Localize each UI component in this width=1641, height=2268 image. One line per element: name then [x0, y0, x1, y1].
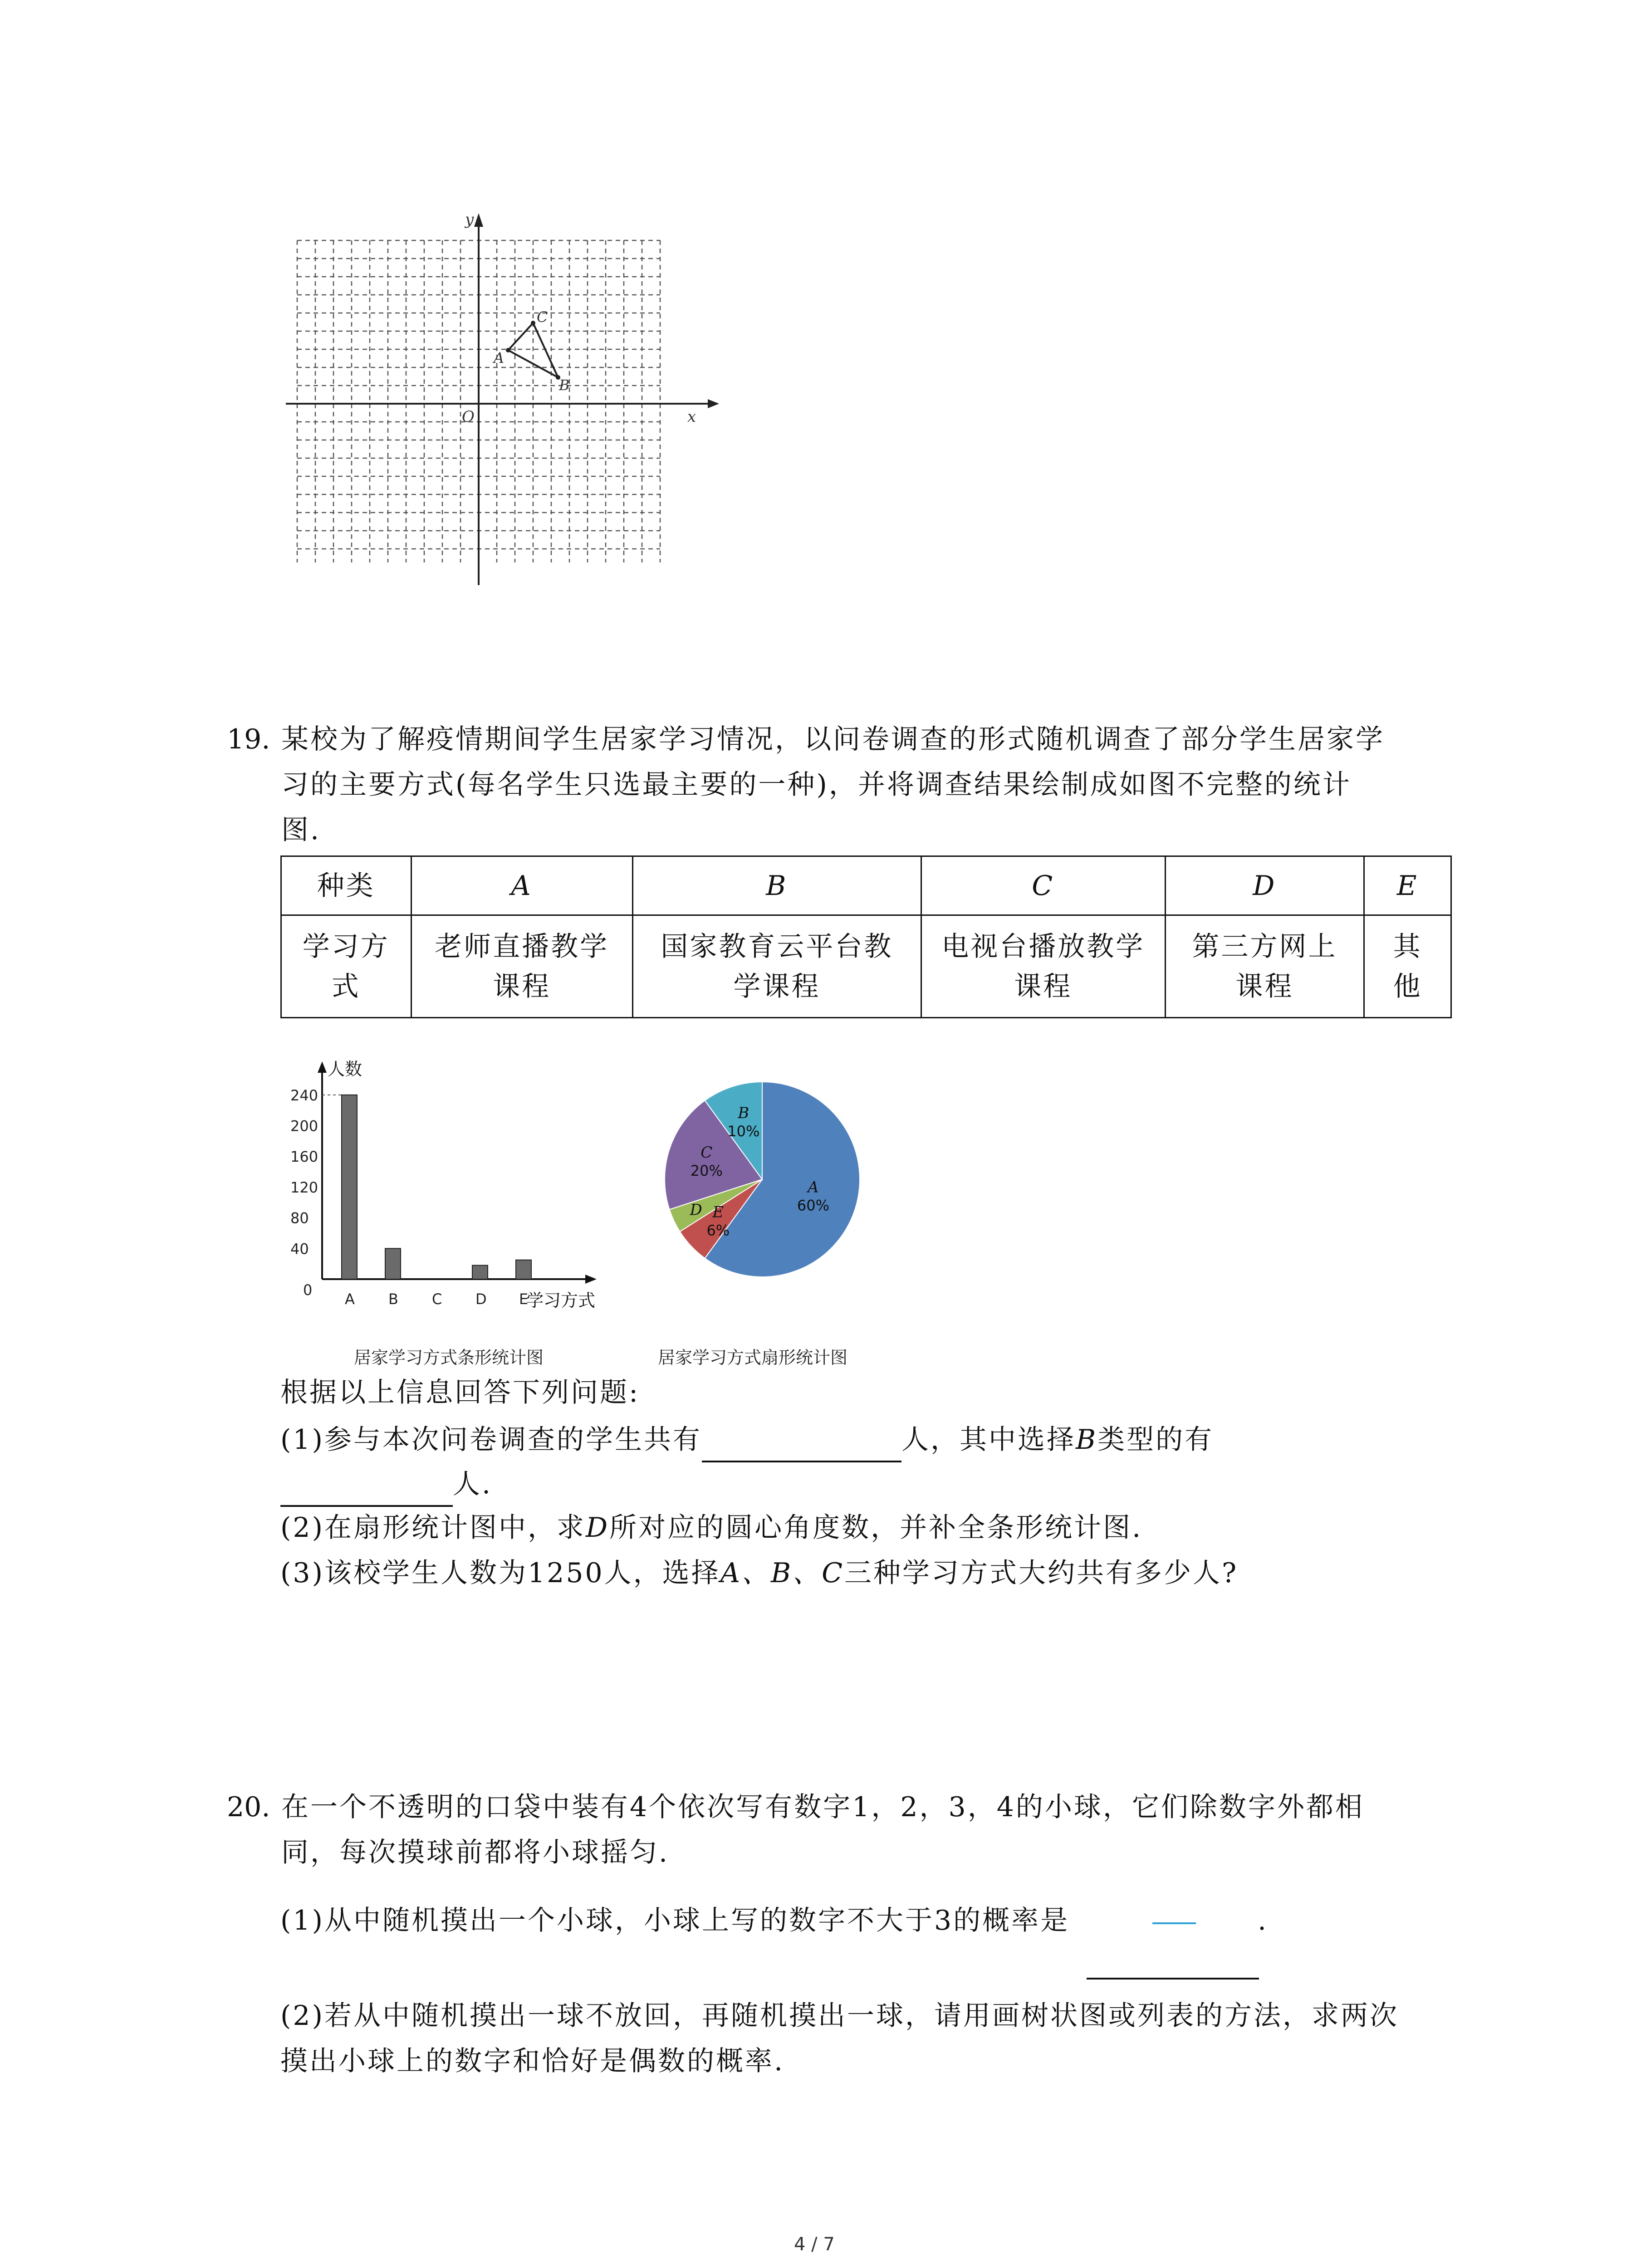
table-cell	[1165, 915, 1364, 1018]
table-cell-line: 式	[331, 970, 361, 1002]
q20-sub1-end: .	[1258, 1905, 1269, 1936]
y-axis-arrow	[318, 1061, 327, 1073]
pie-label-E: E	[712, 1203, 724, 1222]
pie-percent-E: 6%	[706, 1222, 730, 1239]
q19-sub2-text-a: (2)在扇形统计图中，求	[280, 1512, 586, 1544]
table-cell-line: 他	[1393, 970, 1422, 1002]
table-header-cell: D	[1165, 856, 1364, 915]
pie-label-B: B	[738, 1104, 749, 1123]
pie-chart-caption: 居家学习方式扇形统计图	[658, 1348, 848, 1368]
q20-sub1-answer-mark	[1152, 1922, 1196, 1924]
bar-chart-x-ticks	[345, 1290, 528, 1308]
bar-chart	[272, 1057, 662, 1338]
table-cell	[921, 915, 1165, 1018]
q19-sub1-cont	[280, 1461, 492, 1507]
table-row	[281, 915, 1451, 1018]
table-cell-line: 第三方网上	[1192, 930, 1337, 963]
y-axis-label: y	[465, 210, 474, 229]
pie-label-C: C	[700, 1144, 713, 1162]
point-a-label: A	[494, 349, 505, 367]
bar-chart-y-ticks	[290, 1087, 318, 1299]
table-cell-line: 学课程	[733, 970, 821, 1002]
pie-percent-A: 60%	[797, 1197, 830, 1214]
q20-sub1-text: (1)从中随机摸出一个小球，小球上写的数字不大于3的概率是	[280, 1905, 1070, 1936]
table-header-row	[281, 856, 1451, 915]
table-cell	[1364, 915, 1451, 1018]
bar-chart-caption: 居家学习方式条形统计图	[354, 1348, 544, 1368]
pie-label-D: D	[690, 1201, 702, 1219]
table-header-cell: 种类	[281, 856, 411, 915]
bar-chart-bars	[322, 1095, 531, 1279]
q20-sub1-blank[interactable]	[1087, 1978, 1259, 1980]
x-tick-label: A	[345, 1290, 355, 1308]
q20-line-1: 在一个不透明的口袋中装有4个依次写有数字1，2，3，4的小球，它们除数字外都相	[281, 1791, 1364, 1823]
q19-number: 19.	[227, 723, 270, 755]
bar-E	[516, 1260, 531, 1279]
table-cell	[411, 915, 632, 1018]
coordinate-grid-figure	[272, 209, 726, 599]
q19-stem	[281, 717, 1506, 853]
y-tick-label: 80	[290, 1209, 309, 1227]
table-header-cell: A	[411, 856, 632, 915]
table-header-cell: C	[921, 856, 1165, 915]
q19-sub1-text-a: (1)参与本次问卷调查的学生共有	[280, 1424, 702, 1456]
y-tick-label: 240	[290, 1086, 318, 1104]
point-c-label: C	[537, 308, 548, 326]
table-cell-line: 课程	[493, 970, 551, 1002]
table-header-cell: B	[632, 856, 921, 915]
bar-chart-y-label: 人数	[328, 1059, 362, 1079]
x-tick-label: E	[519, 1290, 529, 1308]
q20-sub2-line-1: (2)若从中随机摸出一球不放回，再随机摸出一球，请用画树状图或列表的方法，求两次	[280, 2000, 1399, 2032]
q19-sub1-var-b: B	[1076, 1424, 1098, 1456]
q20-sub1	[280, 1898, 1069, 1943]
page-number: 4 / 7	[794, 2234, 835, 2255]
q19-sub1-text-d: 人.	[453, 1468, 493, 1500]
x-tick-label: B	[388, 1290, 398, 1308]
q19-line-2: 习的主要方式(每名学生只选最主要的一种)，并将调查结果绘制成如图不完整的统计	[281, 769, 1352, 801]
q20-stem	[281, 1784, 1506, 1875]
bar-D	[472, 1266, 488, 1279]
q19-sub3-text-a: (3)该校学生人数为1250人，选择	[280, 1557, 720, 1589]
table-cell-line: 电视台播放教学	[941, 930, 1145, 963]
y-tick-label: 200	[290, 1117, 318, 1135]
q19-line-3: 图.	[281, 814, 321, 846]
table-cell-line: 其	[1393, 930, 1422, 963]
q19-sub3-text-b: 三种学习方式大约共有多少人?	[844, 1557, 1239, 1589]
pie-label-A: A	[808, 1178, 819, 1197]
q19-sub2-text-b: 所对应的圆心角度数，并补全条形统计图.	[609, 1512, 1143, 1544]
q20-line-2: 同，每次摸球前都将小球摇匀.	[281, 1837, 670, 1868]
table-cell-line: 课程	[1014, 970, 1073, 1002]
q19-sub3	[280, 1550, 1238, 1596]
table-cell-line: 老师直播教学	[435, 930, 609, 963]
table-cell-line: 学习方	[302, 930, 390, 963]
q19-sub3-vars: A、B、C	[720, 1557, 845, 1589]
table-header-cell: E	[1364, 856, 1451, 915]
y-tick-label: 0	[303, 1281, 313, 1299]
q19-sub1-text-b: 人，其中选择	[901, 1424, 1076, 1456]
q19-sub1	[280, 1417, 1214, 1462]
study-method-table	[280, 855, 1452, 1018]
q19-sub1-blank-total[interactable]	[702, 1429, 901, 1462]
y-tick-label: 40	[290, 1240, 309, 1258]
table-cell	[632, 915, 921, 1018]
bar-B	[385, 1248, 401, 1279]
q19-sub2-var-d: D	[586, 1512, 610, 1544]
bar-A	[342, 1095, 357, 1279]
bar-chart-x-label: 学习方式	[526, 1290, 596, 1310]
y-tick-label: 120	[290, 1178, 318, 1196]
point-b-label: B	[559, 376, 570, 394]
pie-chart	[649, 1070, 876, 1288]
x-axis-arrow	[585, 1275, 597, 1284]
y-axis	[474, 213, 483, 585]
pie-percent-B: 10%	[727, 1123, 760, 1140]
q19-intro: 根据以上信息回答下列问题:	[280, 1377, 640, 1408]
table-cell-line: 国家教育云平台教	[661, 930, 893, 963]
bar-chart-axes	[318, 1061, 597, 1284]
pie-percent-C: 20%	[690, 1162, 723, 1180]
q20-number: 20.	[227, 1791, 270, 1823]
q19-sub1-text-c: 类型的有	[1097, 1424, 1214, 1456]
q19-sub2	[280, 1505, 1142, 1550]
table-cell-line: 课程	[1235, 970, 1294, 1002]
q19-sub1-blank-b[interactable]	[280, 1473, 453, 1507]
x-axis-label: x	[687, 408, 696, 426]
y-tick-label: 160	[290, 1148, 318, 1166]
q20-sub2	[280, 1993, 1399, 2084]
origin-label: O	[462, 408, 475, 426]
x-tick-label: D	[475, 1290, 487, 1308]
table-cell	[281, 915, 411, 1018]
x-tick-label: C	[432, 1290, 442, 1308]
x-axis	[286, 399, 719, 408]
q19-line-1: 某校为了解疫情期间学生居家学习情况，以问卷调查的形式随机调查了部分学生居家学	[281, 723, 1385, 755]
q20-sub2-line-2: 摸出小球上的数字和恰好是偶数的概率.	[280, 2045, 785, 2077]
